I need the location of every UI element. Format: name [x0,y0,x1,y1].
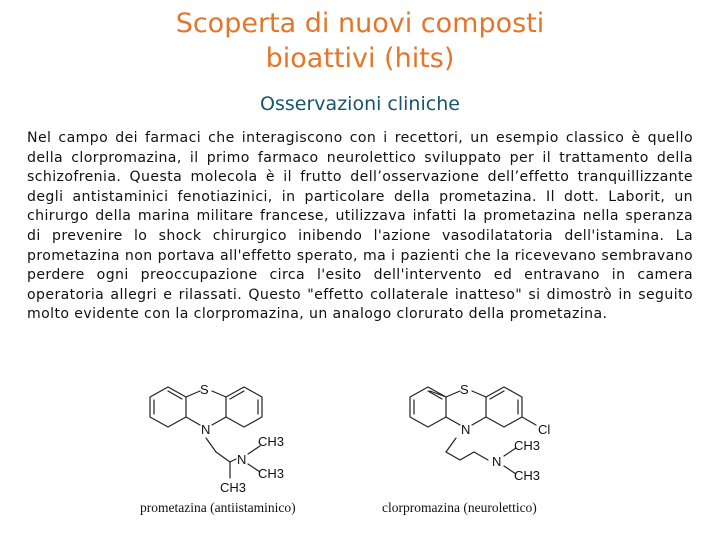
promethazine-bond-s-c-right [212,391,226,397]
title-line-1: Scoperta di nuovi composti [175,8,545,39]
title-line-2: bioattivi (hits) [265,43,455,74]
promethazine-right-ring [226,387,262,427]
chlorpromazine-bond-c-s [446,391,460,397]
promethazine-chain-2 [216,452,230,462]
chlorpromazine-ch3-b: CH3 [514,468,541,483]
promethazine-bond-c-n-left [186,417,200,425]
promethazine-caption: prometazina (antiistaminico) [140,500,296,515]
chlorpromazine-bond-s-c [472,391,486,397]
promethazine-chain-1 [206,438,216,452]
chlorpromazine-ch3-a: CH3 [514,438,541,453]
chlorpromazine-chain-2 [446,452,460,460]
chlorpromazine-right-ring-double-2 [490,391,504,399]
chlorpromazine-chain-3 [460,452,474,460]
chlorpromazine-right-ring [486,387,522,427]
promethazine-ch3-b: CH3 [258,466,285,481]
chemical-structures-figure [108,366,606,524]
promethazine-atom-s: S [200,382,209,397]
chlorpromazine-bond-cl [522,417,536,425]
chlorpromazine-atom-n2: N [492,454,502,469]
promethazine-right-ring-double-2 [230,391,244,399]
promethazine-left-ring-double-2 [168,391,182,399]
chlorpromazine-bond-c-n [446,417,460,425]
chlorpromazine-bond-n-c [472,417,486,425]
promethazine-bond-c-s-left [186,391,200,397]
chlorpromazine-atom-s: S [460,382,469,397]
structures-svg [108,366,606,524]
chlorpromazine-atom-cl: Cl [538,422,551,437]
promethazine-ch3-c: CH3 [220,480,247,495]
chlorpromazine-left-ring [410,387,446,427]
promethazine-atom-n: N [201,422,211,437]
chlorpromazine-caption: clorpromazina (neurolettico) [382,500,537,515]
promethazine-chain-3 [230,459,236,462]
promethazine-ch3-a: CH3 [258,434,285,449]
promethazine-bond-n-c-right [212,417,226,425]
chlorpromazine-chain-4 [474,452,488,460]
slide-title [60,6,660,76]
chlorpromazine-chain-1 [446,438,456,452]
promethazine-atom-n2: N [237,452,247,467]
chlorpromazine-atom-n: N [461,422,471,437]
slide-subtitle: Osservazioni cliniche [260,93,460,115]
body-paragraph: Nel campo dei farmaci che interagiscono con i recettori, un esempio classico è quello della clorpromazina, il primo farmaco neurolettico sviluppato per il trattamento della schizofrenia. Questa molecola è il frutto dell’osservazione dell’effetto tranquillizzante degli antistaminici fenotiazinici, in particolare della prometazina. Il dott. Laborit, un chirurgo della marina militare francese, utilizzava infatti la prometazina nella speranza di prevenire lo shock chirurgico inibendo l'azione vasodilatatoria dell'istamina. La prometazina non portava all'effetto sperato, ma i pazienti che la ricevevano sembravano perdere ogni preoccupazione circa l'esito dell'intervento ed entravano in camera operatoria allegri e rilassati. Questo "effetto collaterale inatteso" si dimostrò in seguito molto evidente con la clorpromazina, un analogo clorurato della prometazina. [27,130,693,323]
promethazine-left-ring [150,387,186,427]
